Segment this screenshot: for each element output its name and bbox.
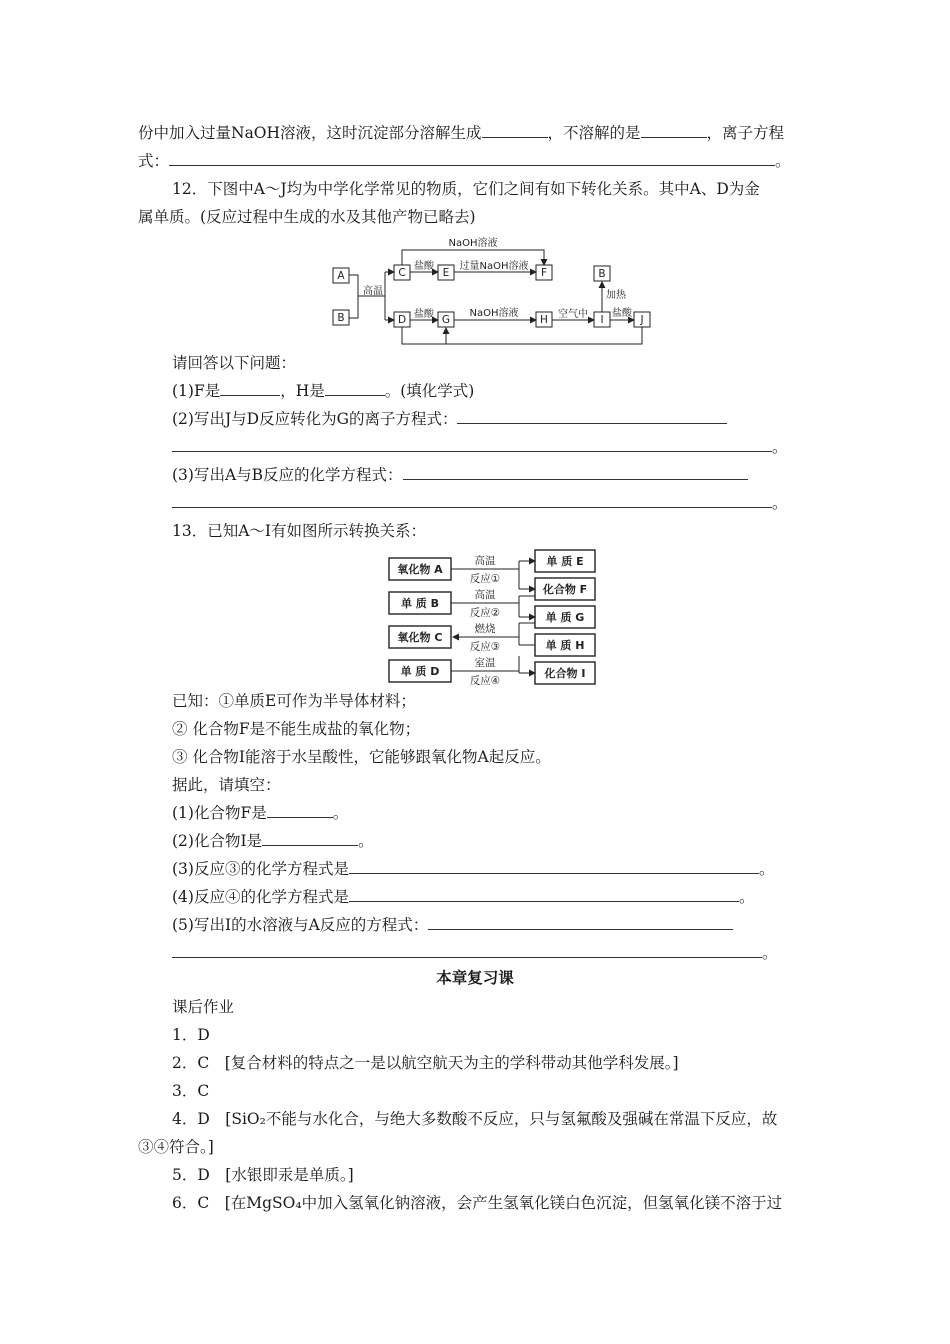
label-compound-I: 化合物 I [544,667,586,680]
answer-blank[interactable] [457,408,727,424]
answer-item: 3．C [172,1082,210,1100]
q13-answer-1 [172,802,852,824]
answer-blank[interactable] [403,464,748,480]
cond-2-label: 反应② [469,607,501,619]
q13-answer-5-cont [172,942,852,964]
q13-known-1: 已知：①单质E可作为半导体材料； [172,692,416,710]
node-B-label: B [337,312,345,324]
q13-fill-prompt: 据此，请填空： [172,776,281,794]
answer-blank[interactable] [325,380,385,396]
q12-stem-cont: 属单质。(反应过程中生成的水及其他产物已略去) [138,208,476,226]
q11-text: 份中加入过量NaOH溶液，这时沉淀部分溶解生成 [138,124,482,142]
q13-answer-2 [172,830,852,852]
q13-known-3: ③ 化合物I能溶于水呈酸性，它能够跟氧化物A起反应。 [172,748,551,766]
q13-text: 。 [738,888,755,906]
node-H-label: H [540,314,548,326]
q13-text: 。 [332,804,349,822]
answer-blank[interactable] [349,886,739,902]
q12-text: 。 [772,438,788,456]
q13-known-2: ② 化合物F是不能生成盐的氧化物； [172,720,421,738]
q13-transformation-diagram [385,548,600,688]
label-compound-F: 化合物 F [542,583,588,596]
cond-4-label: 反应④ [469,675,501,687]
q12-part-1 [172,380,852,402]
q12-text: 。(填化学式) [384,382,475,400]
section-title: 本章复习课 [436,969,514,987]
q13-text: (3)反应③的化学方程式是 [172,860,349,878]
q13-text: (2)化合物I是 [172,832,263,850]
cond-3-label: 反应③ [469,641,501,653]
q12-part-3-cont [172,492,852,514]
answer-item: 4．D [SiO₂不能与水化合，与绝大多数酸不反应，只与氢氟酸及强碱在常温下反应，故 [172,1110,778,1128]
answer-blank[interactable] [172,942,762,958]
edge-label-hcl-2: 盐酸 [414,309,434,320]
section-subtitle: 课后作业 [172,998,235,1016]
q12-part-2 [172,408,852,430]
label-element-G: 单 质 G [545,611,585,624]
answer-blank[interactable] [172,492,772,508]
label-element-D: 单 质 D [400,665,440,678]
q13-text: (5)写出I的水溶液与A反应的方程式： [172,916,429,934]
answer-item: 6．C [在MgSO₄中加入氢氧化钠溶液，会产生氢氧化镁白色沉淀，但氢氧化镁不溶于过 [172,1194,783,1212]
q12-stem: 12．下图中A～J均为中学化学常见的物质，它们之间有如下转化关系。其中A、D为金 [172,180,760,198]
node-E-label: E [442,267,450,279]
node-G-label: G [441,314,451,326]
edge-label-gaowen: 高温 [363,286,383,297]
label-element-H: 单 质 H [545,639,585,652]
q11-line-2 [138,150,818,172]
answer-blank[interactable] [267,802,333,818]
node-D-label: D [397,314,407,326]
q12-text: (3)写出A与B反应的化学方程式： [172,466,403,484]
edge-label-excess-naoh: 过量NaOH溶液 [459,261,529,272]
node-C-label: C [398,267,406,279]
q11-text: 。 [775,152,791,170]
label-oxide-C: 氧化物 C [397,631,443,644]
q12-text: ，H是 [280,382,325,400]
q13-answer-4 [172,886,852,908]
edge-label-hcl-1: 盐酸 [414,261,434,272]
answer-item-cont: ③④符合。] [138,1138,214,1156]
cond-2-top: 高温 [474,589,496,601]
answer-blank[interactable] [482,122,548,138]
node-A-label: A [337,270,345,282]
q12-text: (2)写出J与D反应转化为G的离子方程式： [172,410,458,428]
answer-blank[interactable] [641,122,707,138]
q13-text: 。 [762,944,778,962]
q13-answer-3 [172,858,852,880]
q11-text: ，不溶解的是 [547,124,641,142]
answer-blank[interactable] [349,858,759,874]
q12-prompt: 请回答以下问题： [172,354,297,372]
node-J-label: J [640,314,644,326]
node-B2-label: B [598,268,606,280]
q12-part-3 [172,464,852,486]
answer-item: 1．D [172,1026,210,1044]
q13-stem: 13．已知A～I有如图所示转换关系： [172,522,427,540]
edge-label-hcl-3: 盐酸 [612,308,632,319]
answer-blank[interactable] [262,830,358,846]
answer-item: 5．D [水银即汞是单质。] [172,1166,354,1184]
q13-text: 。 [758,860,775,878]
q11-text: 式： [138,152,170,170]
edge-label-naoh-2: NaOH溶液 [469,308,519,319]
answer-blank[interactable] [220,380,280,396]
q13-text: (4)反应④的化学方程式是 [172,888,349,906]
edge-label-heat: 加热 [606,290,626,301]
answer-blank[interactable] [428,914,733,930]
node-I-label: I [600,314,604,326]
cond-3-top: 燃烧 [474,623,496,635]
label-element-B: 单 质 B [400,597,440,610]
q13-answer-5 [172,914,852,936]
answer-blank[interactable] [169,150,775,166]
cond-1-top: 高温 [474,555,496,567]
q12-transformation-diagram [330,232,660,354]
q13-text: 。 [358,832,374,850]
cond-4-top: 室温 [474,657,496,669]
q12-text: 。 [772,494,788,512]
cond-1-label: 反应① [469,573,501,585]
edge-label-naoh-top: NaOH溶液 [448,238,498,249]
answer-item: 2．C [复合材料的特点之一是以航空航天为主的学科带动其他学科发展。] [172,1054,679,1072]
answer-blank[interactable] [172,436,772,452]
label-element-E: 单 质 E [546,555,584,568]
q12-part-2-cont [172,436,852,458]
label-oxide-A: 氧化物 A [397,563,443,576]
q13-text: (1)化合物F是 [172,804,267,822]
q12-text: (1)F是 [172,382,221,400]
q11-line-1 [138,122,818,144]
q11-text: ，离子方程 [706,124,785,142]
node-F-label: F [540,267,548,279]
edge-label-air: 空气中 [558,309,588,320]
